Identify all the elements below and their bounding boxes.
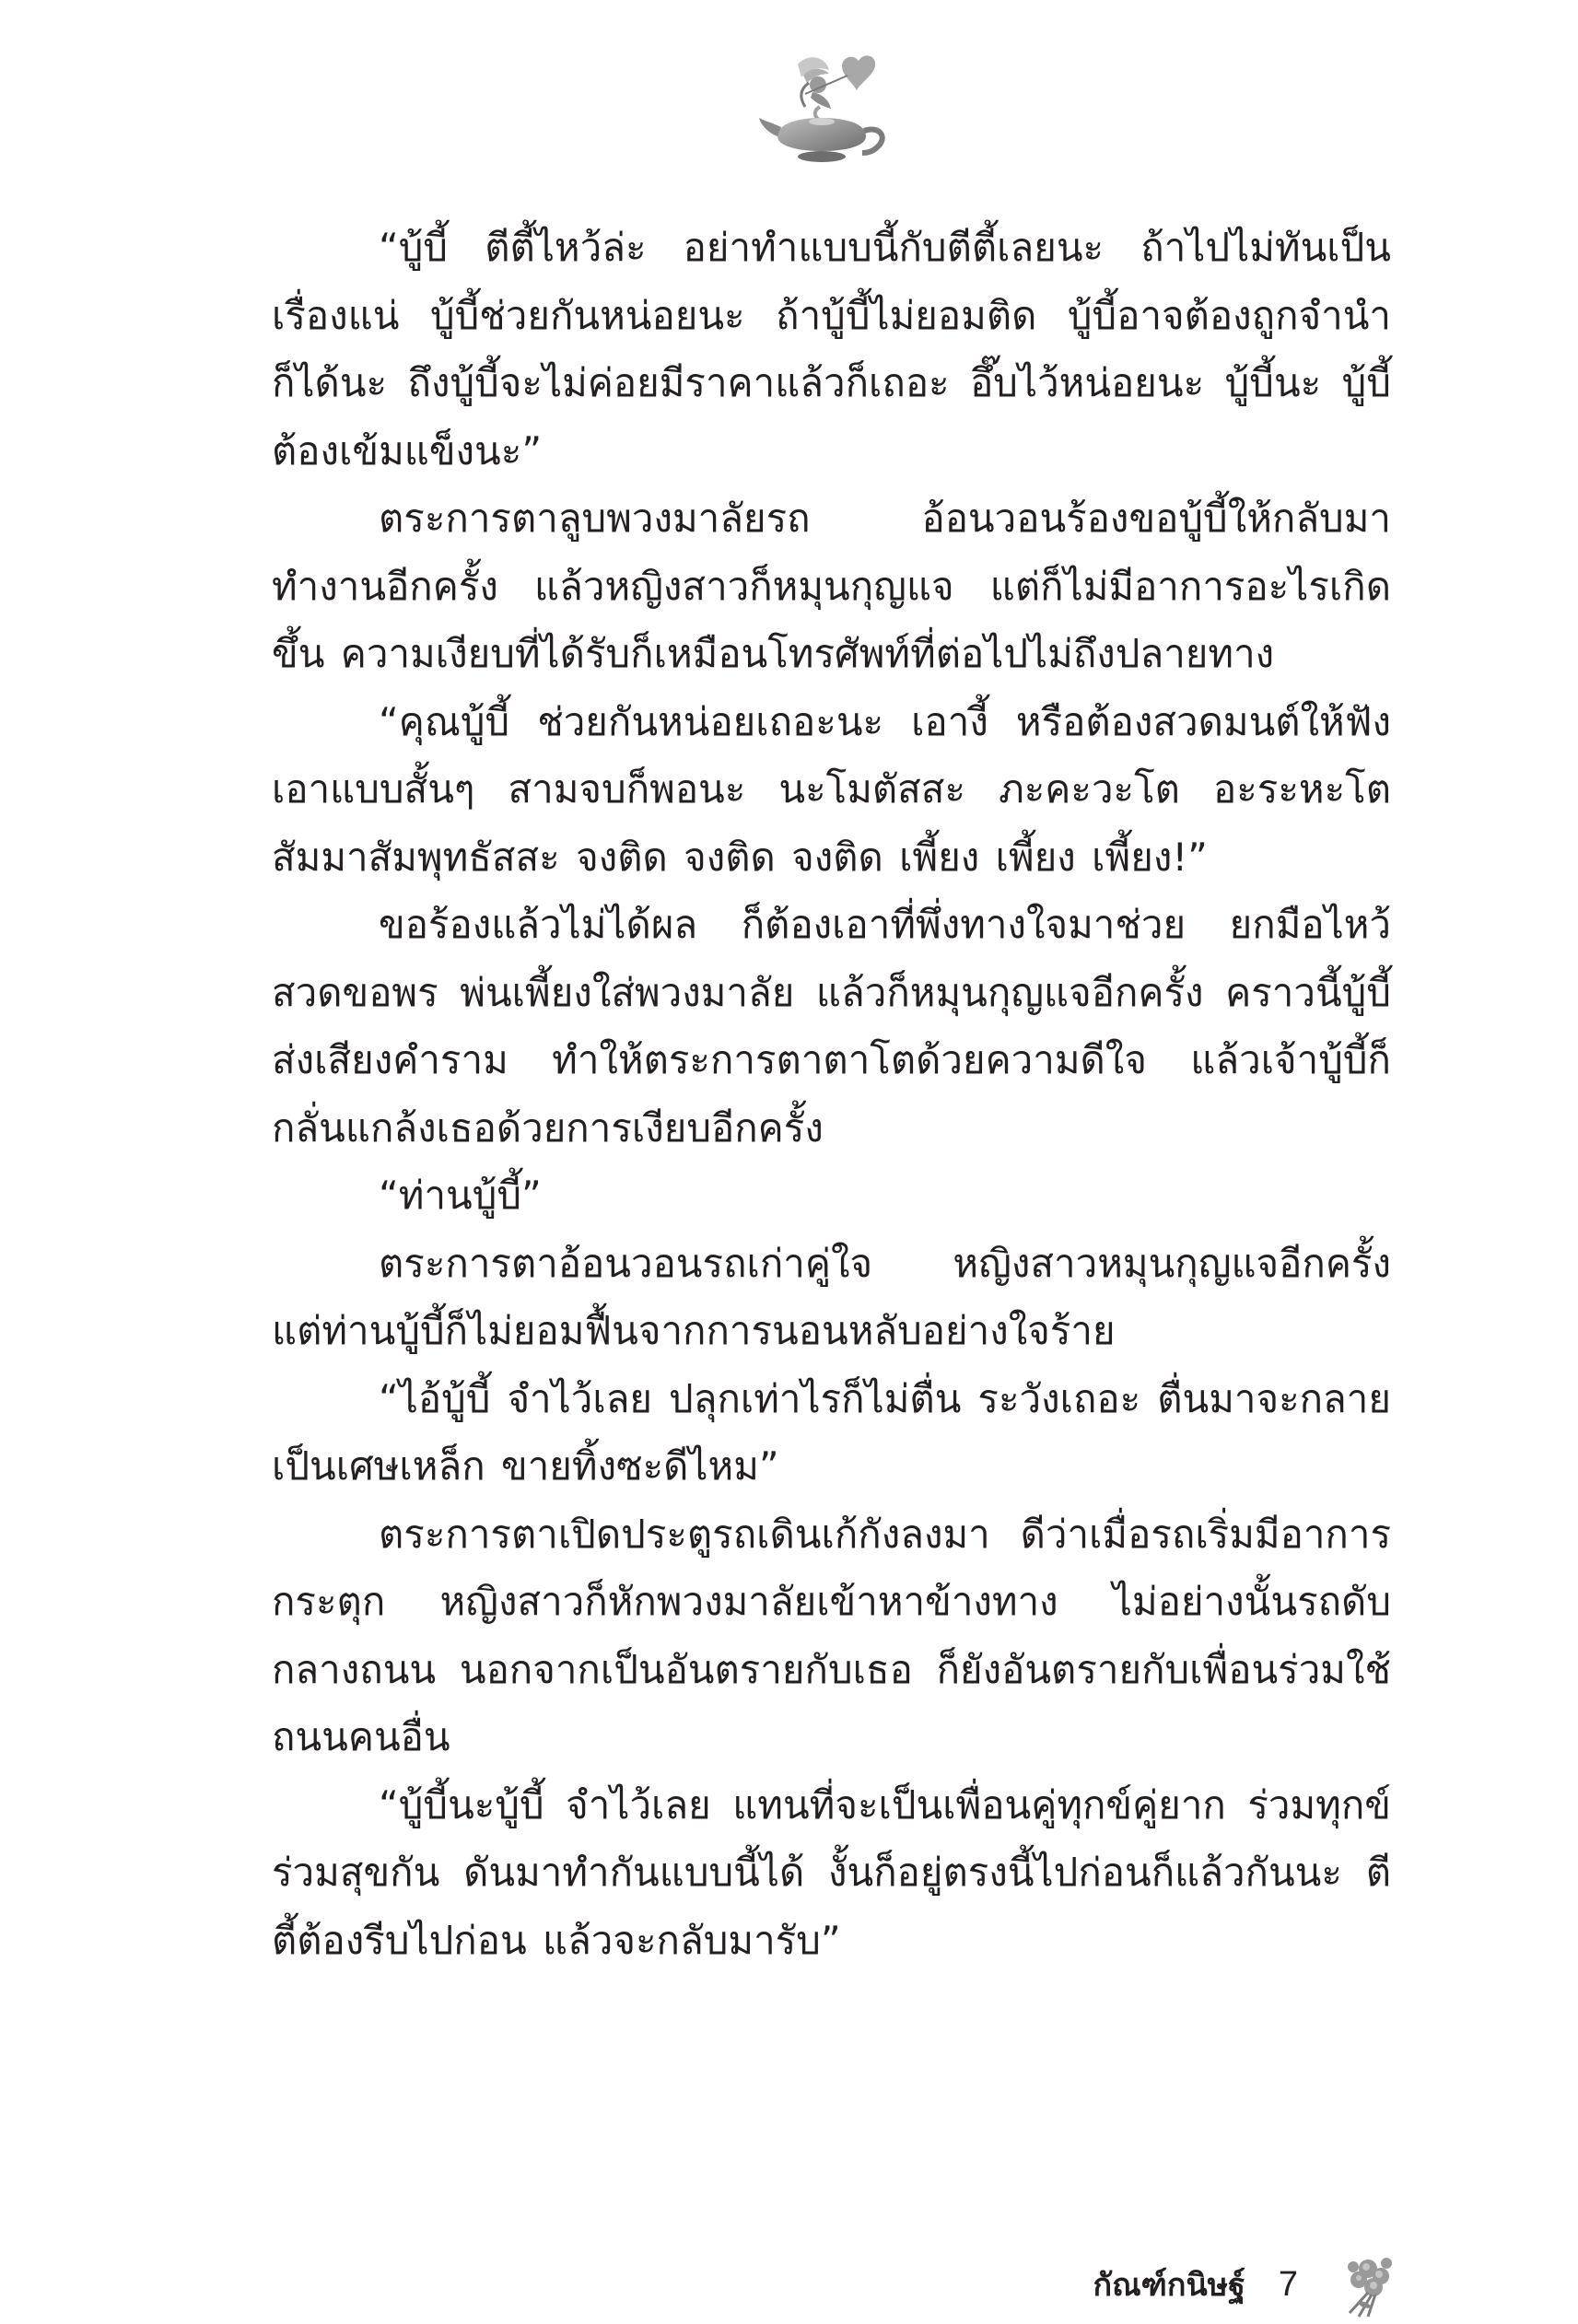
paragraph: ตระการตาอ้อนวอนรถเก่าคู่ใจ หญิงสาวหมุนกุญแจอีกครั้ง แต่ท่านบู้บี้ก็ไม่ยอมฟื้นจากการนอนหลับอย่างใจร้าย: [272, 1240, 1391, 1353]
page-number: 7: [1278, 2264, 1298, 2304]
cupid-teapot-icon: [755, 48, 894, 168]
flower-bouquet-icon: [1331, 2248, 1403, 2320]
paragraph: “คุณบู้บี้ ช่วยกันหน่อยเถอะนะ เอางี้ หรือต้องสวดมนต์ให้ฟังเอาแบบสั้นๆ สามจบก็พอนะ นะโมตัสสะ ภะคะวะโต อะระหะโต สัมมาสัมพุทธัสสะ จงติด จงติด จงติด เพี้ยง เพี้ยง เพี้ยง!”: [272, 698, 1391, 880]
paragraph: “บู้บี้ ตีตี้ไหว้ล่ะ อย่าทำแบบนี้กับตีตี้เลยนะ ถ้าไปไม่ทันเป็นเรื่องแน่ บู้บี้ช่วยกันหน่อยนะ ถ้าบู้บี้ไม่ยอมติด บู้บี้อาจต้องถูกจำนำก็ได้นะ ถึงบู้บี้จะไม่ค่อยมีราคาแล้วก็เถอะ อึ๊บไว้หน่อยนะ บู้บี้นะ บู้บี้ต้องเข้มแข็งนะ”: [272, 225, 1391, 473]
paragraph: ตระการตาเปิดประตูรถเดินเก้กังลงมา ดีว่าเมื่อรถเริ่มมีอาการกระตุก หญิงสาวก็หักพวงมาลัยเข้าหาข้างทาง ไม่อย่างนั้นรถดับกลางถนน นอกจากเป็นอันตรายกับเธอ ก็ยังอันตรายกับเพื่อนร่วมใช้ถนนคนอื่น: [272, 1511, 1391, 1759]
paragraph: “ท่านบู้บี้”: [379, 1173, 542, 1218]
paragraph: “บู้บี้นะบู้บี้ จำไว้เลย แทนที่จะเป็นเพื่อนคู่ทุกข์คู่ยาก ร่วมทุกข์ร่วมสุขกัน ดันมาทำกันแบบนี้ได้ งั้นก็อยู่ตรงนี้ไปก่อนก็แล้วกันนะ ตีตี้ต้องรีบไปก่อน แล้วจะกลับมารับ”: [272, 1781, 1391, 1963]
page-footer: [1093, 2248, 1404, 2321]
paragraph: ขอร้องแล้วไม่ได้ผล ก็ต้องเอาที่พึ่งทางใจมาช่วย ยกมือไหว้สวดขอพร พ่นเพี้ยงใส่พวงมาลัย แล้วก็หมุนกุญแจอีกครั้ง คราวนี้บู้บี้ส่งเสียงคำราม ทำให้ตระการตาตาโตด้วยความดีใจ แล้วเจ้าบู้บี้ก็กลั่นแกล้งเธอด้วยการเงียบอีกครั้ง: [272, 902, 1391, 1150]
paragraph: ตระการตาลูบพวงมาลัยรถ อ้อนวอนร้องขอบู้บี้ให้กลับมาทำงานอีกครั้ง แล้วหญิงสาวก็หมุนกุญแจ แต่ก็ไม่มีอาการอะไรเกิดขึ้น ความเงียบที่ได้รับก็เหมือนโทรศัพท์ที่ต่อไปไม่ถึงปลายทาง: [272, 496, 1391, 676]
body-text: [272, 214, 1391, 1974]
paragraph: “ไอ้บู้บี้ จำไว้เลย ปลุกเท่าไรก็ไม่ตื่น ระวังเถอะ ตื่นมาจะกลายเป็นเศษเหล็ก ขายทิ้งซะดีไหม”: [272, 1375, 1391, 1489]
book-title: กัณฑ์กนิษฐ์: [1093, 2267, 1245, 2304]
